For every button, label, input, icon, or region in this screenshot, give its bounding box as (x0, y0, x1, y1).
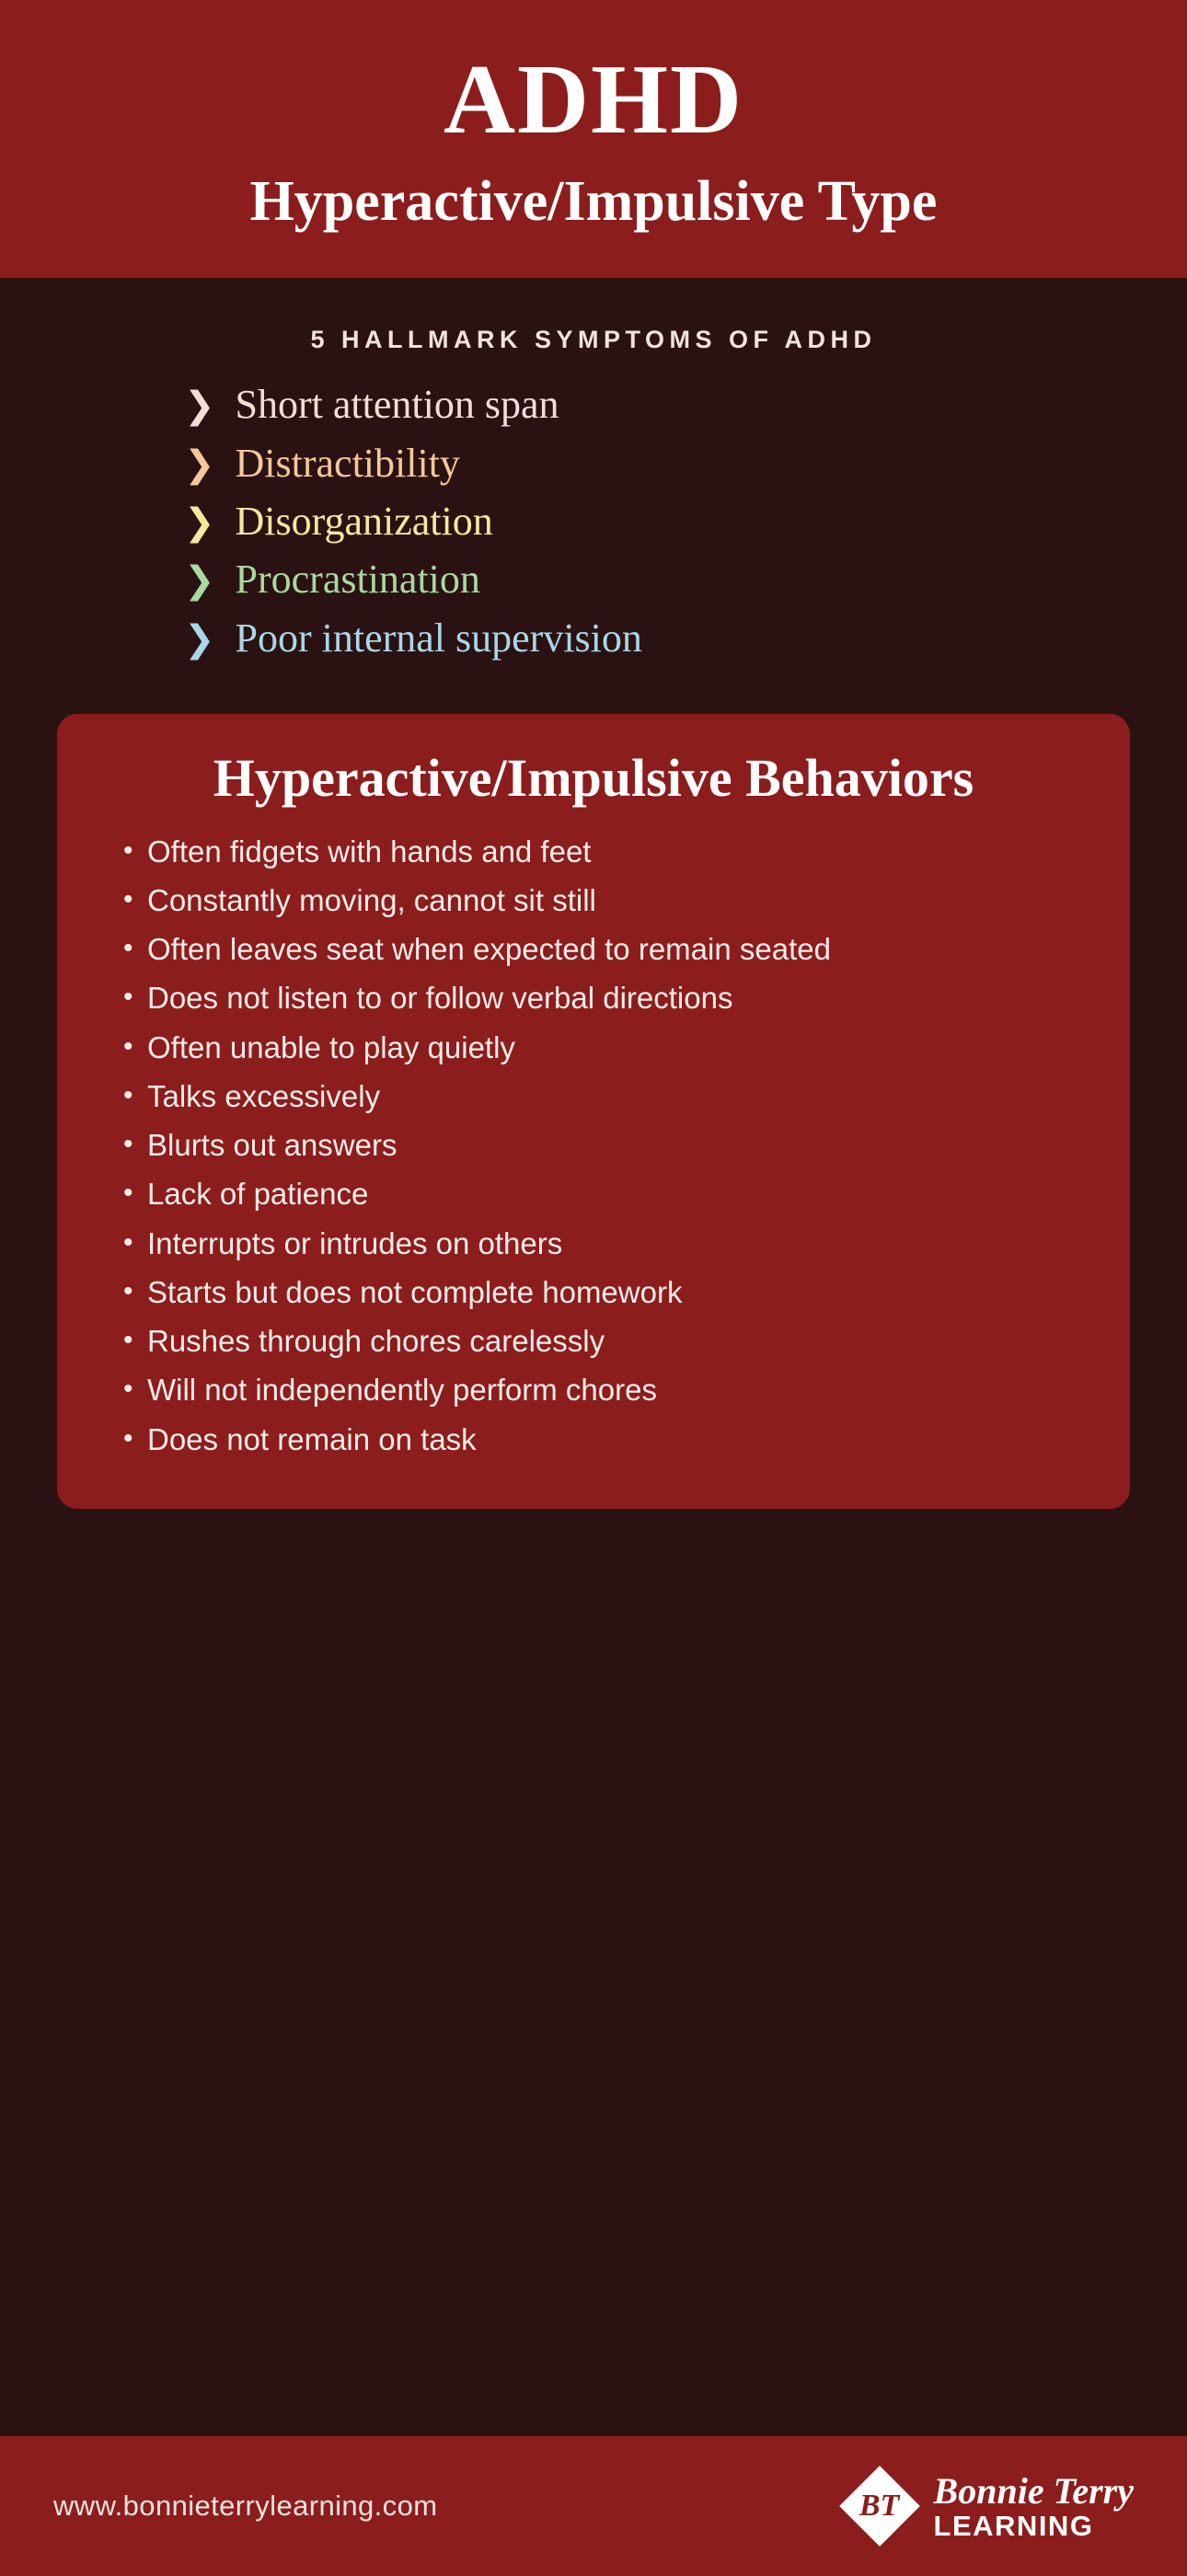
bullet-icon: • (123, 1079, 133, 1110)
symptoms-heading: 5 HALLMARK SYMPTOMS OF ADHD (310, 326, 877, 354)
symptoms-section (0, 278, 1187, 682)
bullet-icon: • (123, 1275, 133, 1306)
list-item (123, 1372, 1088, 1409)
bullet-icon: • (123, 1374, 133, 1405)
logo-name: Bonnie Terry (933, 2469, 1134, 2512)
list-item (123, 1029, 1088, 1066)
behavior-label: Interrupts or intrudes on others (147, 1225, 563, 1260)
list-item (184, 557, 1132, 602)
behavior-label: Does not listen to or follow verbal directions (147, 981, 733, 1016)
symptoms-list (55, 382, 1132, 660)
symptom-label: Short attention span (235, 382, 559, 428)
logo-tagline: LEARNING (933, 2509, 1094, 2542)
behavior-label: Often unable to play quietly (147, 1029, 515, 1064)
list-item (123, 1078, 1088, 1115)
chevron-right-icon: ❯ (184, 617, 215, 661)
bullet-icon: • (123, 834, 133, 866)
logo-monogram: BT (859, 2489, 900, 2523)
bullet-icon: • (123, 1325, 133, 1356)
behavior-label: Blurts out answers (147, 1128, 398, 1163)
bullet-icon: • (123, 1178, 133, 1209)
bullet-icon: • (123, 933, 133, 964)
bullet-icon: • (123, 1129, 133, 1160)
behavior-label: Rushes through chores carelessly (147, 1324, 605, 1359)
chevron-right-icon: ❯ (184, 443, 215, 486)
bullet-icon: • (123, 1422, 133, 1454)
list-item (123, 882, 1088, 919)
chevron-right-icon: ❯ (184, 500, 215, 544)
symptom-label: Distractibility (235, 440, 460, 486)
brand-logo (840, 2467, 1134, 2546)
behavior-label: Often fidgets with hands and feet (147, 834, 592, 868)
behaviors-title: Hyperactive/Impulsive Behaviors (213, 747, 974, 808)
chevron-right-icon: ❯ (184, 559, 215, 603)
bullet-icon: • (123, 982, 133, 1013)
list-item (123, 1176, 1088, 1213)
page-subtitle: Hyperactive/Impulsive Type (249, 170, 938, 233)
list-item (184, 615, 1132, 661)
list-item (123, 980, 1088, 1017)
list-item (184, 441, 1132, 486)
behavior-label: Starts but does not complete homework (147, 1274, 683, 1309)
list-item (123, 1225, 1088, 1262)
behavior-label: Does not remain on task (147, 1421, 477, 1456)
footer-bar (0, 2436, 1187, 2576)
bullet-icon: • (123, 883, 133, 914)
list-item (123, 1421, 1088, 1458)
list-item (184, 382, 1132, 427)
behavior-label: Will not independently perform chores (147, 1373, 657, 1408)
chevron-right-icon: ❯ (184, 385, 215, 428)
list-item (123, 1127, 1088, 1164)
list-item (123, 1274, 1088, 1311)
behavior-label: Often leaves seat when expected to remain seated (147, 932, 831, 967)
symptom-label: Procrastination (235, 557, 480, 603)
list-item (123, 834, 1088, 870)
behavior-label: Lack of patience (147, 1177, 369, 1212)
symptom-label: Poor internal supervision (235, 615, 642, 661)
behavior-label: Talks excessively (147, 1078, 381, 1113)
header-banner (0, 0, 1187, 278)
behaviors-list (99, 834, 1088, 1458)
list-item (123, 1323, 1088, 1360)
diamond-logo-icon (840, 2467, 919, 2546)
logo-wordmark (933, 2469, 1134, 2542)
page-title: ADHD (444, 45, 743, 155)
bullet-icon: • (123, 1030, 133, 1062)
behaviors-card (57, 714, 1130, 1509)
behavior-label: Constantly moving, cannot sit still (147, 882, 596, 917)
bullet-icon: • (123, 1226, 133, 1258)
list-item (123, 931, 1088, 968)
website-url[interactable]: www.bonnieterrylearning.com (53, 2490, 438, 2522)
symptom-label: Disorganization (235, 498, 493, 544)
list-item (184, 499, 1132, 544)
